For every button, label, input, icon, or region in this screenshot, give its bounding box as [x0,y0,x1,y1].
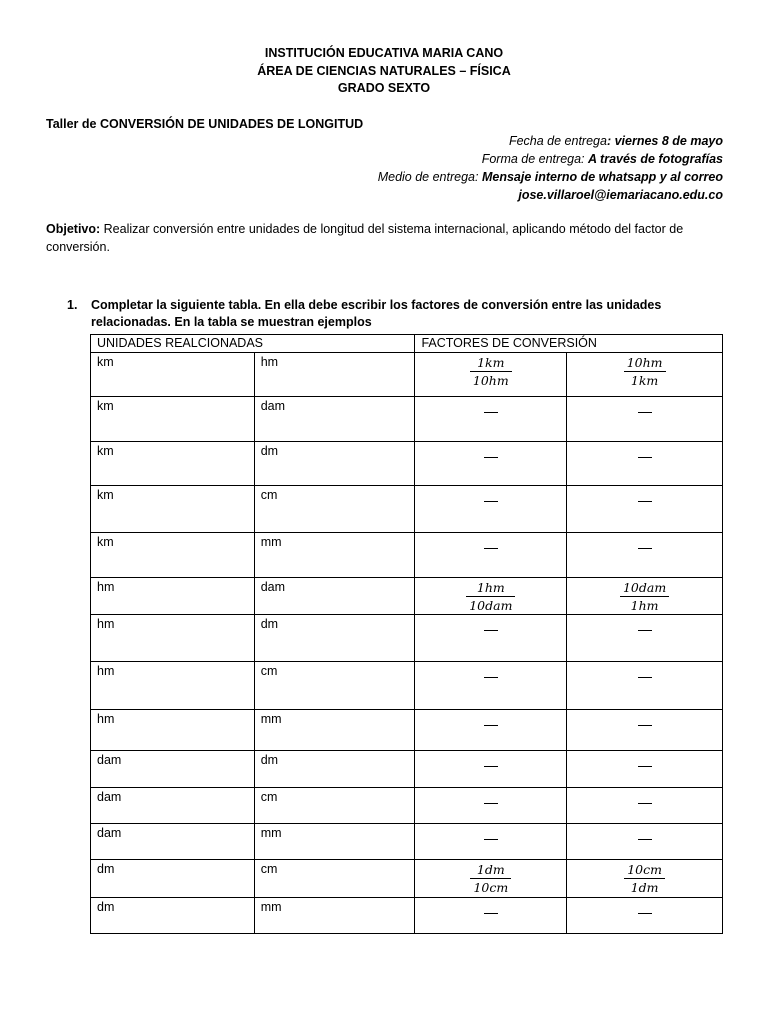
unit-to: cm [260,488,278,502]
table-row [91,751,723,788]
unit-from: km [97,488,114,502]
factor-cell-1 [415,533,567,578]
unit-from-cell [91,353,255,397]
unit-to-cell [254,898,415,934]
unit-to: cm [260,664,278,678]
blank-fraction-line [638,548,652,549]
factor-cell-1 [415,710,567,751]
delivery-form-value: A través de fotografías [588,152,723,166]
unit-from: dam [97,790,122,804]
unit-from: hm [97,664,115,678]
unit-from-cell [91,397,255,442]
factor-cell-1 [415,442,567,486]
blank-fraction-line [484,548,498,549]
instruction-text: Completar la siguiente tabla. En ella debe escribir los factores de conversión entre las unidades relacionadas. En la tabla se muestran ejemplos [91,298,662,329]
blank-fraction-line [638,412,652,413]
blank-fraction-line [484,766,498,767]
grade-name: GRADO SEXTO [337,81,431,95]
fraction-numerator: 10hm [624,354,666,372]
unit-from: dm [97,900,115,914]
factor-cell-1 [415,615,567,662]
blank-fraction-line [638,501,652,502]
delivery-form-label: Forma de entrega: [481,152,588,166]
factor-cell-1 [415,486,567,533]
unit-from: km [97,399,114,413]
unit-to: mm [260,712,282,726]
header-units: UNIDADES REALCIONADAS [91,335,415,353]
unit-to: dam [260,580,286,594]
blank-fraction-line [484,412,498,413]
table-header-row [91,335,723,353]
delivery-date [378,132,723,150]
unit-to: hm [260,355,279,369]
unit-to-cell [254,751,415,788]
factor-cell-1 [415,353,567,397]
conversion-fraction [470,861,511,896]
factor-cell-1 [415,751,567,788]
header-factors: FACTORES DE CONVERSIÓN [415,335,723,353]
unit-to: dm [260,444,279,458]
area-name: ÁREA DE CIENCIAS NATURALES – FÍSICA [257,63,511,78]
unit-to: mm [260,535,282,549]
blank-fraction-line [638,725,652,726]
objective-text: Realizar conversión entre unidades de longitud del sistema internacional, aplicando método del factor de conversión. [46,222,684,254]
conversion-fraction [470,354,512,389]
unit-from-cell [91,578,255,615]
unit-from-cell [91,898,255,934]
factor-cell-2 [567,353,723,397]
workshop-title: Taller de CONVERSIÓN DE UNIDADES DE LONGITUD [46,117,364,131]
fraction-numerator: 1dm [470,861,511,879]
unit-from-cell [91,533,255,578]
unit-to: mm [260,826,282,840]
unit-from-cell [91,442,255,486]
delivery-medium-label: Medio de entrega: [377,170,482,184]
blank-fraction-line [484,677,498,678]
factor-cell-1 [415,578,567,615]
blank-fraction-line [484,839,498,840]
unit-from: hm [97,580,115,594]
unit-from-cell [91,662,255,710]
unit-from: km [97,355,114,369]
fraction-denominator: 10cm [473,880,509,895]
delivery-medium [378,168,723,186]
conversion-fraction [620,579,669,614]
factor-cell-2 [567,751,723,788]
fraction-numerator: 10dam [620,579,669,597]
blank-fraction-line [638,913,652,914]
unit-from: km [97,535,114,549]
unit-from-cell [91,615,255,662]
unit-to-cell [254,442,415,486]
unit-to: cm [260,790,278,804]
table-row [91,353,723,397]
delivery-email-value: jose.villaroel@iemariacano.edu.co [518,188,723,202]
unit-from: dam [97,753,122,767]
unit-from: dam [97,826,122,840]
blank-fraction-line [638,766,652,767]
table-row [91,710,723,751]
instruction-number: 1. [67,298,78,312]
fraction-denominator: 10dam [469,598,513,613]
table-row [91,824,723,860]
unit-to-cell [254,397,415,442]
unit-from: hm [97,617,115,631]
unit-from-cell [91,860,255,898]
factor-cell-2 [567,710,723,751]
fraction-denominator: 1dm [630,880,659,895]
blank-fraction-line [638,677,652,678]
unit-from-cell [91,788,255,824]
table-row [91,788,723,824]
table-row [91,898,723,934]
fraction-denominator: 1hm [630,598,659,613]
blank-fraction-line [484,501,498,502]
blank-fraction-line [484,803,498,804]
factor-cell-2 [567,788,723,824]
unit-to: dm [260,753,279,767]
unit-to: mm [260,900,282,914]
document-header [0,45,768,98]
unit-to: dam [260,399,286,413]
factor-cell-2 [567,578,723,615]
delivery-date-label: Fecha de entrega [508,134,607,148]
unit-to-cell [254,615,415,662]
fraction-numerator: 1hm [466,579,515,597]
unit-from-cell [91,710,255,751]
table-row [91,615,723,662]
unit-from: hm [97,712,115,726]
factor-cell-2 [567,898,723,934]
unit-to-cell [254,486,415,533]
delivery-medium-value: Mensaje interno de whatsapp y al correo [481,170,723,184]
factor-cell-2 [567,533,723,578]
table-row [91,533,723,578]
blank-fraction-line [484,457,498,458]
unit-to-cell [254,353,415,397]
conversion-fraction [466,579,515,614]
unit-to: cm [260,862,278,876]
factor-cell-2 [567,824,723,860]
blank-fraction-line [638,839,652,840]
unit-to-cell [254,824,415,860]
conversion-fraction [624,354,666,389]
table-row [91,397,723,442]
unit-from: km [97,444,114,458]
delivery-email [378,186,723,204]
unit-to-cell [254,662,415,710]
delivery-form [378,150,723,168]
unit-to: dm [260,617,279,631]
delivery-date-value: : viernes 8 de mayo [606,134,723,148]
unit-to-cell [254,578,415,615]
unit-to-cell [254,710,415,751]
blank-fraction-line [638,457,652,458]
objective-label: Objetivo: [46,222,101,236]
unit-to-cell [254,860,415,898]
conversion-table [90,334,723,934]
factor-cell-2 [567,442,723,486]
factor-cell-1 [415,860,567,898]
blank-fraction-line [638,803,652,804]
factor-cell-2 [567,397,723,442]
factor-cell-2 [567,860,723,898]
unit-from-cell [91,751,255,788]
factor-cell-1 [415,898,567,934]
unit-from: dm [97,862,115,876]
table-row [91,578,723,615]
table-row [91,442,723,486]
fraction-denominator: 10hm [472,373,509,388]
unit-to-cell [254,533,415,578]
blank-fraction-line [484,725,498,726]
table-row [91,860,723,898]
factor-cell-2 [567,486,723,533]
factor-cell-1 [415,397,567,442]
factor-cell-2 [567,615,723,662]
fraction-numerator: 1km [470,354,512,372]
delivery-info [378,132,723,204]
blank-fraction-line [484,913,498,914]
table-row [91,662,723,710]
blank-fraction-line [484,630,498,631]
fraction-numerator: 10cm [624,861,665,879]
factor-cell-2 [567,662,723,710]
institution-name: INSTITUCIÓN EDUCATIVA MARIA CANO [264,46,504,60]
factor-cell-1 [415,824,567,860]
unit-to-cell [254,788,415,824]
fraction-denominator: 1km [630,373,659,388]
blank-fraction-line [638,630,652,631]
table-row [91,486,723,533]
conversion-fraction [624,861,665,896]
factor-cell-1 [415,788,567,824]
unit-from-cell [91,824,255,860]
factor-cell-1 [415,662,567,710]
objective [46,220,716,256]
unit-from-cell [91,486,255,533]
